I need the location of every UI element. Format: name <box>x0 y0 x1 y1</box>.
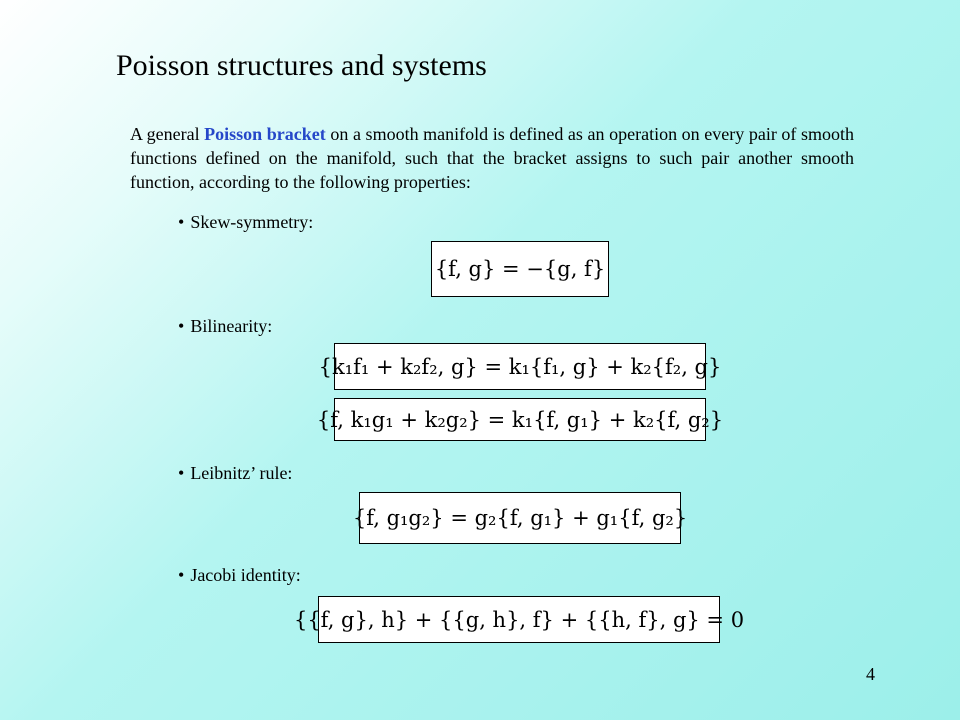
bullet-dot: • <box>178 463 185 483</box>
bullet-dot: • <box>178 565 185 585</box>
leibnitz-rule-formula: {f, g₁g₂} = g₂{f, g₁} + g₁{f, g₂} <box>359 492 681 544</box>
leibnitz-rule-label: Leibnitz’ rule: <box>190 463 293 483</box>
bilinearity-label: Bilinearity: <box>190 316 273 336</box>
slide-title: Poisson structures and systems <box>116 49 487 82</box>
bullet-jacobi-identity <box>178 563 301 587</box>
jacobi-identity-label: Jacobi identity: <box>190 565 301 585</box>
skew-symmetry-label: Skew-symmetry: <box>190 212 314 232</box>
bilinearity-formula-second-argument: {f, k₁g₁ + k₂g₂} = k₁{f, g₁} + k₂{f, g₂} <box>334 398 706 441</box>
bullet-skew-symmetry <box>178 210 313 234</box>
bullet-dot: • <box>178 212 185 232</box>
poisson-bracket-term: Poisson bracket <box>204 124 326 144</box>
bullet-dot: • <box>178 316 185 336</box>
bullet-bilinearity <box>178 314 272 338</box>
bullet-leibnitz-rule <box>178 461 292 485</box>
skew-symmetry-formula: {f, g} = −{g, f} <box>431 241 609 297</box>
jacobi-identity-formula: {{f, g}, h} + {{g, h}, f} + {{h, f}, g} = 0 <box>318 596 720 643</box>
page-number: 4 <box>866 664 875 684</box>
intro-text-end: on a smooth manifold is defined as an operation on every pair of smooth functions defined on the manifold, such that the bracket assigns to such pair another smooth function, according to the following properties: <box>130 124 855 192</box>
intro-paragraph <box>130 122 854 194</box>
bilinearity-formula-first-argument: {k₁f₁ + k₂f₂, g} = k₁{f₁, g} + k₂{f₂, g} <box>334 343 706 390</box>
intro-text-start: A general <box>130 124 205 144</box>
